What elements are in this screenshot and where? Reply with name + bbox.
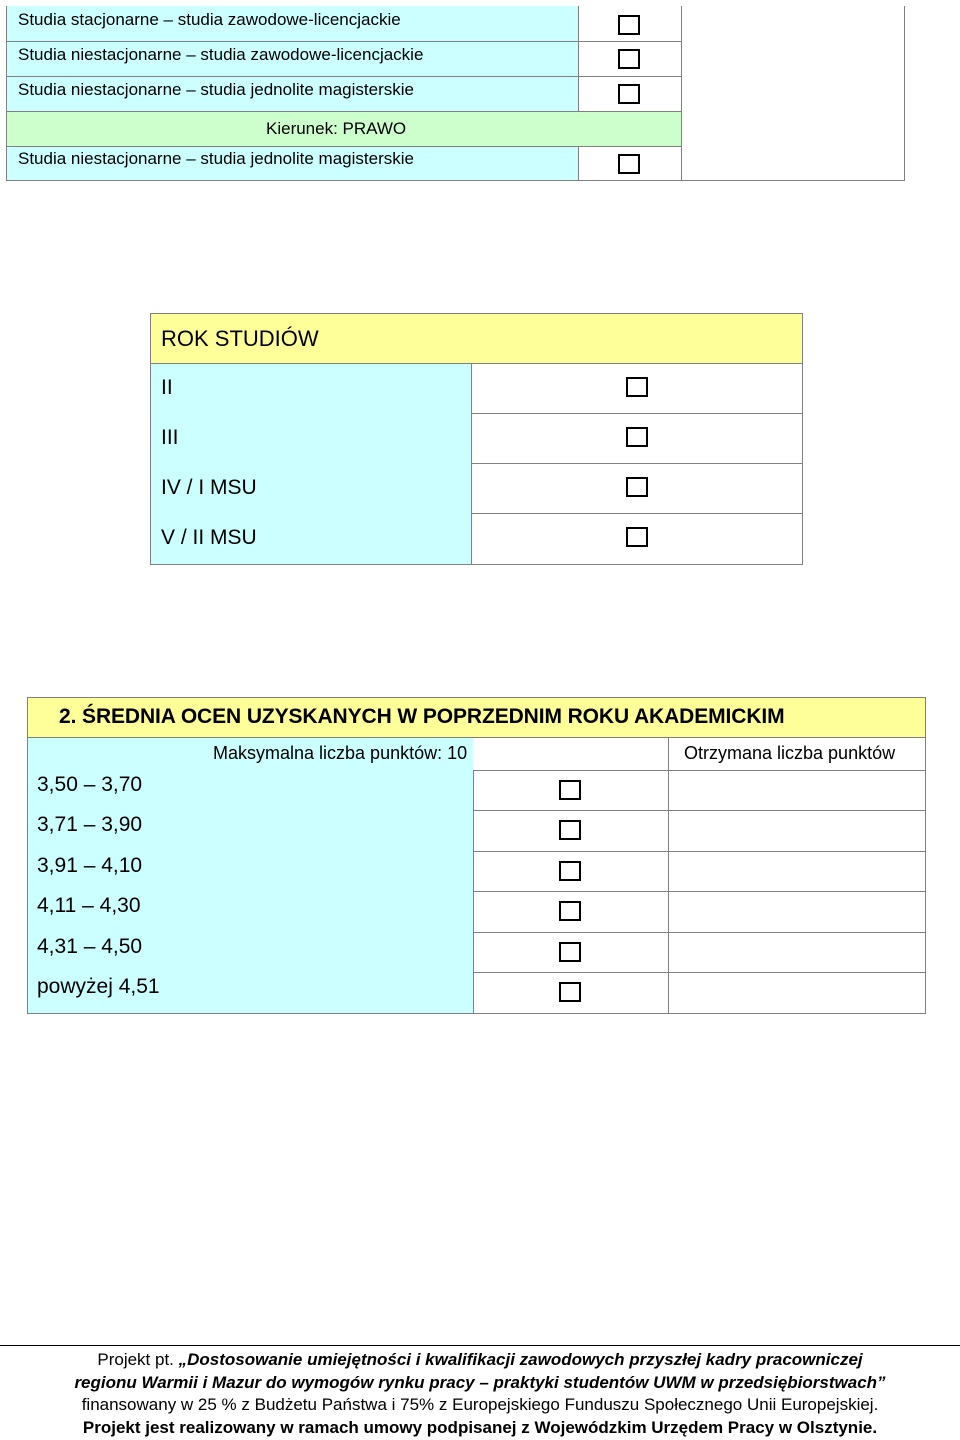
grade-range-label-6: powyżej 4,51 <box>37 975 160 998</box>
study-mode-checkbox-1[interactable] <box>618 15 640 35</box>
grade-range-checkbox-6[interactable] <box>559 982 581 1002</box>
footer-divider <box>0 1345 960 1346</box>
year-of-study-table <box>150 313 803 565</box>
grade-range-checkbox-5[interactable] <box>559 942 581 962</box>
year-option-checkbox-4[interactable] <box>626 527 648 547</box>
grade-range-label-5: 4,31 – 4,50 <box>37 935 143 958</box>
year-of-study-title: ROK STUDIÓW <box>161 326 319 351</box>
grade-range-label-2: 3,71 – 3,90 <box>37 813 143 836</box>
study-mode-checkbox-3[interactable] <box>618 84 640 104</box>
study-mode-row-3: Studia niestacjonarne – studia jednolite magisterskie <box>18 80 414 99</box>
max-points-label: Maksymalna liczba punktów: 10 <box>213 743 468 763</box>
footer-contract-line: Projekt jest realizowany w ramach umowy podpisanej z Wojewódzkim Urzędem Pracy w Olsztynie. <box>82 1417 878 1437</box>
year-option-label-2: III <box>161 426 179 449</box>
year-option-label-3: IV / I MSU <box>161 476 257 499</box>
grade-average-title: 2. ŚREDNIA OCEN UZYSKANYCH W POPRZEDNIM ROKU AKADEMICKIM <box>59 705 785 728</box>
footer-line-1 <box>0 1349 960 1372</box>
direction-label: Kierunek: PRAWO <box>266 119 407 138</box>
study-mode-row-2: Studia niestacjonarne – studia zawodowe-licencjackie <box>18 45 424 64</box>
year-option-checkbox-3[interactable] <box>626 477 648 497</box>
year-option-label-4: V / II MSU <box>161 526 257 549</box>
direction-study-mode-row: Studia niestacjonarne – studia jednolite magisterskie <box>18 149 414 168</box>
study-mode-checkbox-2[interactable] <box>618 49 640 69</box>
grade-range-checkbox-1[interactable] <box>559 780 581 800</box>
grade-range-label-3: 3,91 – 4,10 <box>37 854 143 877</box>
grade-range-label-1: 3,50 – 3,70 <box>37 773 143 796</box>
footer-project-prefix: Projekt pt. <box>97 1350 179 1369</box>
year-option-checkbox-2[interactable] <box>626 427 648 447</box>
grade-range-checkbox-2[interactable] <box>559 820 581 840</box>
year-option-label-1: II <box>161 376 173 399</box>
footer-project-title-1: „Dostosowanie umiejętności i kwalifikacji zawodowych przyszłej kadry pracowniczej <box>178 1350 863 1369</box>
footer-project-title-2: regionu Warmii i Mazur do wymogów rynku pracy – praktyki studentów UWM w przedsiębiorstwach” <box>74 1372 886 1392</box>
grade-range-checkbox-3[interactable] <box>559 861 581 881</box>
grade-average-table <box>27 697 926 1014</box>
study-mode-table <box>6 6 905 181</box>
received-points-label: Otrzymana liczba punktów <box>684 743 896 763</box>
grade-range-label-4: 4,11 – 4,30 <box>37 894 141 917</box>
study-mode-row-1: Studia stacjonarne – studia zawodowe-licencjackie <box>18 10 401 29</box>
year-option-checkbox-1[interactable] <box>626 377 648 397</box>
footer <box>0 1349 960 1439</box>
grade-range-checkbox-4[interactable] <box>559 901 581 921</box>
direction-checkbox[interactable] <box>618 154 640 174</box>
footer-funding-line: finansowany w 25 % z Budżetu Państwa i 75% z Europejskiego Funduszu Społecznego Unii Europejskiej. <box>81 1395 879 1414</box>
